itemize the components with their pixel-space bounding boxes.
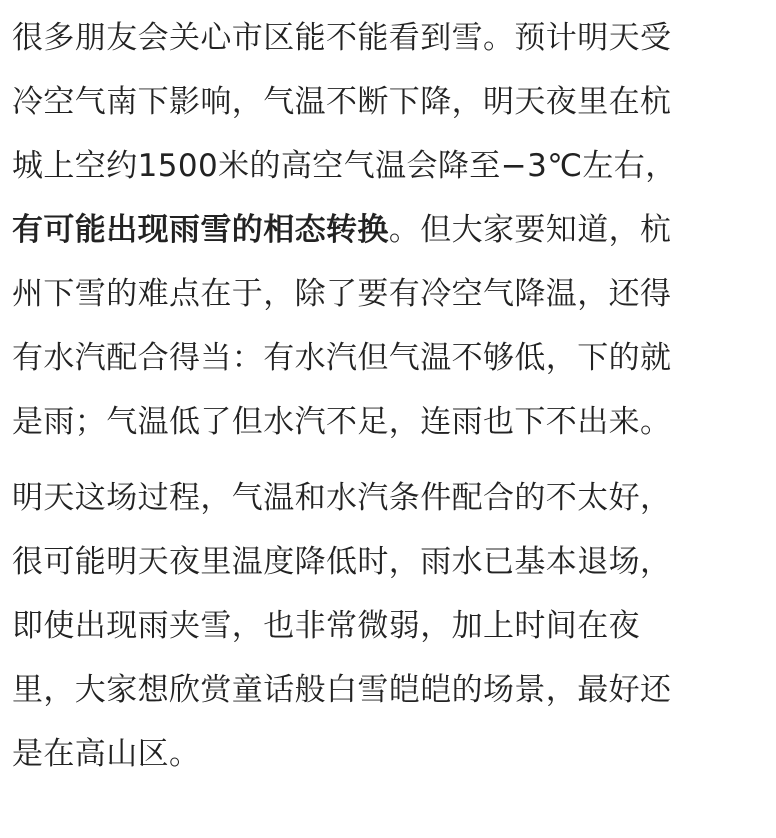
text-line — [12, 390, 768, 454]
article-body — [12, 6, 768, 786]
text-line — [12, 530, 768, 594]
paragraph-2 — [12, 466, 768, 786]
text-run: 明天这场过程，气温和水汽条件配合的不太好， — [12, 480, 672, 516]
text-run: 。但大家要知道，杭 — [388, 212, 672, 248]
text-run: 是在高山区。 — [12, 736, 201, 772]
text-run: 有水汽配合得当：有水汽但气温不够低，下的就 — [12, 340, 672, 376]
text-run: 冷空气南下影响，气温不断下降，明天夜里在杭 — [12, 84, 672, 120]
text-run: 很可能明天夜里温度降低时，雨水已基本退场， — [12, 544, 672, 580]
text-line — [12, 6, 768, 70]
bold-highlight-text: 有可能出现雨雪的相态转换 — [12, 212, 389, 248]
text-line — [12, 466, 768, 530]
text-line — [12, 594, 768, 658]
text-run: 是雨；气温低了但水汽不足，连雨也下不出来。 — [12, 404, 672, 440]
text-run: 里，大家想欣赏童话般白雪皑皑的场景，最好还 — [12, 672, 672, 708]
text-line — [12, 70, 768, 134]
text-line — [12, 722, 768, 786]
text-line — [12, 134, 768, 198]
text-line — [12, 262, 768, 326]
text-line — [12, 198, 768, 262]
text-run: 城上空约1500米的高空气温会降至−3℃左右， — [12, 148, 677, 184]
paragraph-1 — [12, 6, 768, 454]
text-run: 州下雪的难点在于，除了要有冷空气降温，还得 — [12, 276, 672, 312]
text-run: 即使出现雨夹雪，也非常微弱，加上时间在夜 — [12, 608, 640, 644]
text-run: 很多朋友会关心市区能不能看到雪。预计明天受 — [12, 20, 672, 56]
text-line — [12, 326, 768, 390]
text-line — [12, 658, 768, 722]
